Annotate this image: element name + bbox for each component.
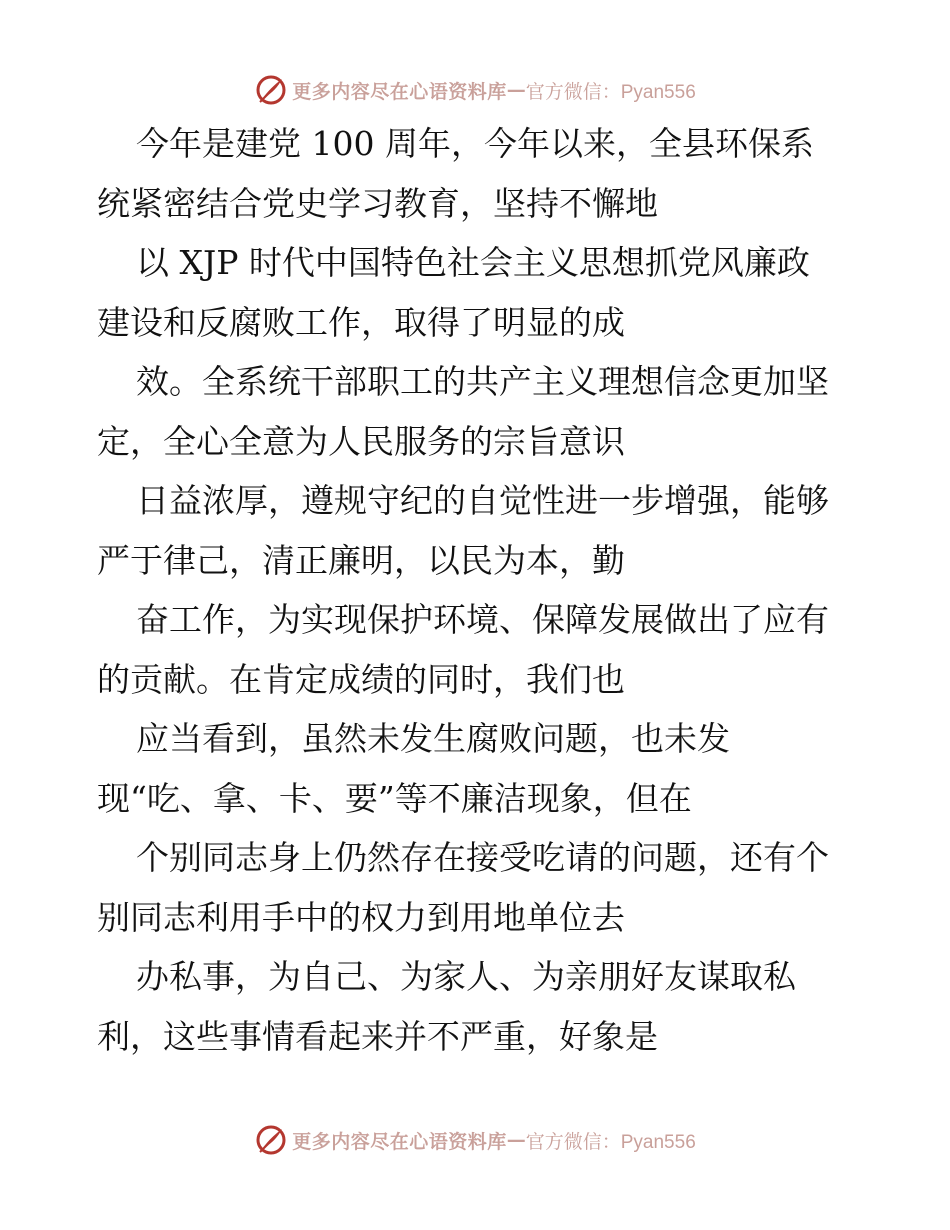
footer-dash: — [506, 1129, 526, 1151]
header-dash: — [506, 79, 526, 101]
body-line: 以 XJP 时代中国特色社会主义思想抓党风廉政 [136, 243, 810, 282]
body-line: 日益浓厚，遵规守纪的自觉性进一步增强，能够 [136, 481, 829, 520]
footer-watermark [0, 1120, 950, 1160]
feather-logo-icon [254, 1123, 288, 1157]
footer-site-text: 更多内容尽在心语资料库 [292, 1130, 507, 1153]
body-line: 利，这些事情看起来并不严重，好象是 [97, 1017, 658, 1056]
body-line: 办私事，为自己、为家人、为亲朋好友谋取私 [136, 957, 796, 996]
body-line: 个别同志身上仍然存在接受吃请的问题，还有个 [136, 838, 829, 877]
body-line: 现“吃、拿、卡、要”等不廉洁现象，但在 [97, 779, 692, 818]
body-line: 奋工作，为实现保护环境、保障发展做出了应有 [136, 600, 829, 639]
header-contact-text: 官方微信：Pyan556 [525, 81, 696, 103]
body-line: 统紧密结合党史学习教育，坚持不懈地 [97, 184, 658, 223]
body-line: 建设和反腐败工作，取得了明显的成 [97, 303, 625, 342]
body-line: 严于律己，清正廉明，以民为本，勤 [97, 541, 625, 580]
body-line: 定，全心全意为人民服务的宗旨意识 [97, 422, 625, 461]
feather-logo-icon [254, 73, 288, 107]
header-watermark [0, 70, 950, 110]
header-site-text: 更多内容尽在心语资料库 [292, 80, 507, 103]
footer-contact-text: 官方微信：Pyan556 [525, 1131, 696, 1153]
body-line: 应当看到，虽然未发生腐败问题，也未发 [136, 719, 730, 758]
body-line: 今年是建党 100 周年，今年以来，全县环保系 [136, 124, 814, 163]
body-line: 效。全系统干部职工的共产主义理想信念更加坚 [136, 362, 829, 401]
body-line: 别同志利用手中的权力到用地单位去 [97, 898, 625, 937]
body-line: 的贡献。在肯定成绩的同时，我们也 [97, 660, 625, 699]
